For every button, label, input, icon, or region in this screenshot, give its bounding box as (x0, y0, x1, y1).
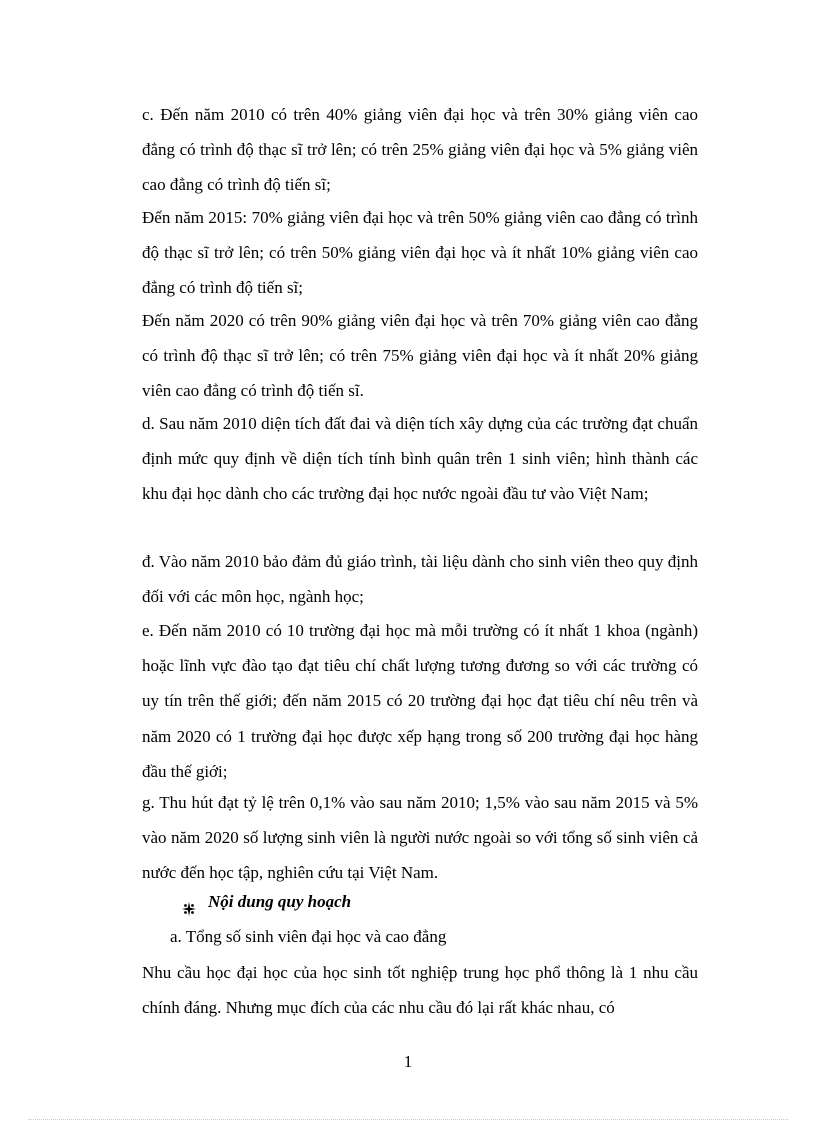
section-heading (182, 887, 351, 917)
diamond-bullet-icon (182, 896, 196, 910)
paragraph-e: e. Đến năm 2010 có 10 trường đại học mà mỗi trường có ít nhất 1 khoa (ngành) hoặc lĩnh vực đào tạo đạt tiêu chí chất lượng tương đương so với các trường có uy tín trên thế giới; đến năm 2015 có 20 trường đại học đạt tiêu chí nêu trên và năm 2020 có 1 trường đại học được xếp hạng trong số 200 trường đại học hàng đầu thế giới; (142, 621, 698, 781)
paragraph-2020: Đến năm 2020 có trên 90% giảng viên đại học và trên 70% giảng viên cao đẳng có trình độ thạc sĩ trở lên; có trên 75% giảng viên đại học và ít nhất 20% giảng viên cao đẳng có trình độ tiến sĩ. (142, 311, 698, 401)
paragraph-2015: Đến năm 2015: 70% giảng viên đại học và trên 50% giảng viên cao đẳng có trình độ thạc sĩ trở lên; có trên 50% giảng viên đại học và ít nhất 10% giảng viên cao đẳng có trình độ tiến sĩ; (142, 208, 698, 298)
paragraph-g: g. Thu hút đạt tỷ lệ trên 0,1% vào sau năm 2010; 1,5% vào sau năm 2015 và 5% vào năm 2020 số lượng sinh viên là người nước ngoài so với tổng số sinh viên cả nước đến học tập, nghiên cứu tại Việt Nam. (142, 793, 698, 883)
page-number-text: 1 (403, 1052, 413, 1071)
paragraph-c: c. Đến năm 2010 có trên 40% giảng viên đại học và trên 30% giảng viên cao đẳng có trình độ thạc sĩ trở lên; có trên 25% giảng viên đại học và 5% giảng viên cao đẳng có trình độ tiến sĩ; (142, 105, 698, 195)
subheading: a. Tổng số sinh viên đại học và cao đẳng (170, 927, 447, 946)
page-bottom-border (28, 1119, 788, 1120)
section-heading-text: Nội dung quy hoạch (208, 892, 352, 911)
paragraph-d: d. Sau năm 2010 diện tích đất đai và diện tích xây dựng của các trường đạt chuẩn định mức quy định về diện tích tính bình quân trên 1 sinh viên; hình thành các khu đại học dành cho các trường đại học nước ngoài đầu tư vào Việt Nam; (142, 414, 698, 504)
paragraph-final: Nhu cầu học đại học của học sinh tốt nghiệp trung học phổ thông là 1 nhu cầu chính đáng. Nhưng mục đích của các nhu cầu đó lại rất khác nhau, có (142, 963, 698, 1018)
paragraph-dd: đ. Vào năm 2010 bảo đảm đủ giáo trình, tài liệu dành cho sinh viên theo quy định đối với các môn học, ngành học; (142, 552, 698, 607)
page-number (0, 1050, 816, 1074)
